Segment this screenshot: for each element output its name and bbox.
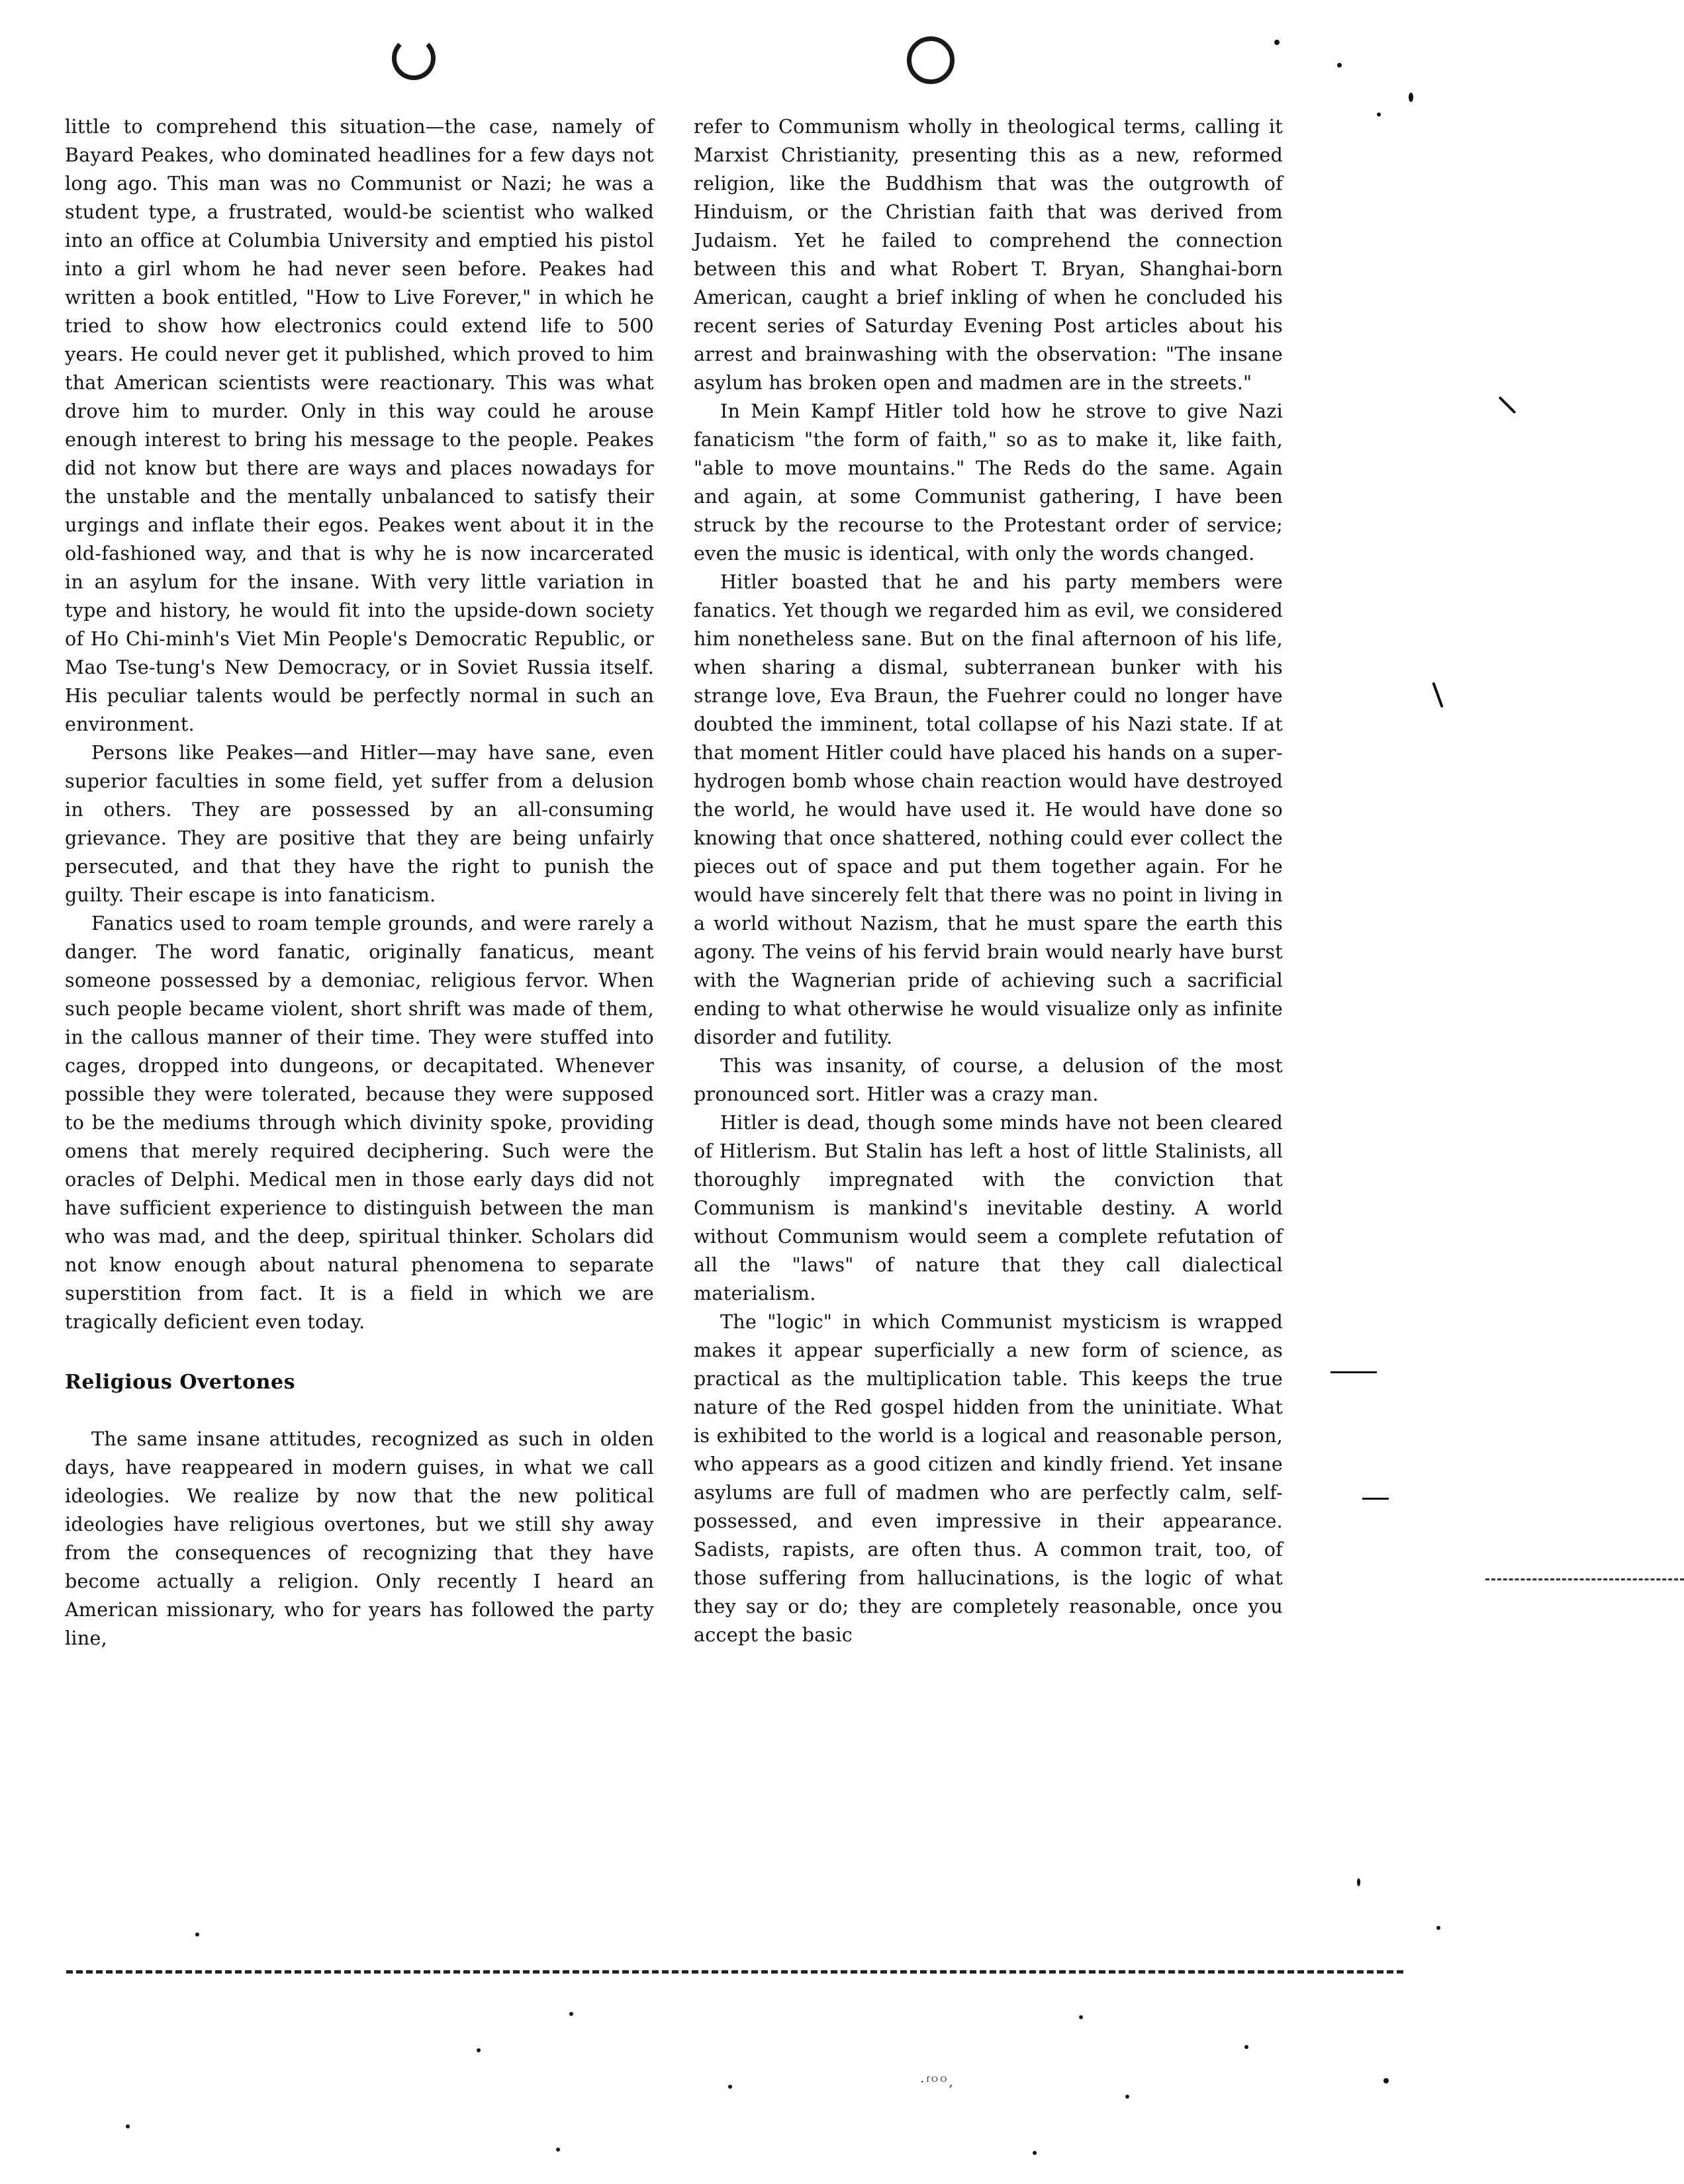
left-column <box>65 113 654 1653</box>
scan-speck <box>1499 396 1517 414</box>
scan-speck <box>1432 682 1443 708</box>
scan-speck <box>1033 2151 1037 2155</box>
paragraph: The "logic" in which Communist mysticism is wrapped makes it appear superficially a new form of science, as practical as the multiplication table. This keeps the true nature of the Red gospel hidden from the uninitiate. What is exhibited to the world is a logical and reasonable person, who appears as a good citizen and kindly friend. Yet insane asylums are full of madmen who are perfectly calm, self-possessed, and even impressive in their appearance. Sadists, rapists, are often thus. A common trait, too, of those suffering from hallucinations, is the logic of what they say or do; they are completely reasonable, once you accept the basic <box>694 1311 1283 1646</box>
scan-speck <box>1436 1926 1440 1930</box>
scan-speck <box>1079 2015 1083 2019</box>
scan-speck <box>126 2124 130 2128</box>
binder-hole-right <box>907 36 955 84</box>
scan-speck <box>195 1933 199 1936</box>
paragraph: This was insanity, of course, a delusion of the most pronounced sort. Hitler was a crazy man. <box>694 1055 1283 1105</box>
scan-speck <box>1337 63 1342 68</box>
scan-speck <box>1125 2095 1129 2099</box>
page-folio: ·ᶠᴼᴼ, <box>920 2073 955 2089</box>
section-heading: Religious Overtones <box>65 1371 295 1394</box>
paragraph: Hitler is dead, though some minds have not been cleared of Hitlerism. But Stalin has left a host of little Stalinists, all thoroughly impregnated with the conviction that Communism is mankind's inevitable destiny. A world without Communism would seem a complete refutation of all the "laws" of nature that they call dialectical materialism. <box>694 1112 1283 1304</box>
paragraph: little to comprehend this situation—the case, namely of Bayard Peakes, who dominated headlines for a few days not long ago. This man was no Communist or Nazi; he was a student type, a frustrated, would-be scientist who walked into an office at Columbia University and emptied his pistol into a girl whom he had never seen before. Peakes had written a book entitled, "How to Live Forever," in which he tried to show how electronics could extend life to 500 years. He could never get it published, which proved to him that American scientists were reactionary. This was what drove him to murder. Only in this way could he arouse enough interest to bring his message to the people. Peakes did not know but there are ways and places nowadays for the unstable and the mentally unbalanced to satisfy their urgings and inflate their egos. Peakes went about it in the old-fashioned way, and that is why he is now incarcerated in an asylum for the insane. With very little variation in type and history, he would fit into the upside-down society of Ho Chi-minh's Viet Min People's Democratic Republic, or Mao Tse-tung's New Democracy, or in Soviet Russia itself. His peculiar talents would be perfectly normal in such an environment. <box>65 116 654 735</box>
paragraph: In Mein Kampf Hitler told how he strove to give Nazi fanaticism "the form of faith," so as to make it, like faith, "able to move mountains." The Reds do the same. Again and again, at some Communist gathering, I have been struck by the recourse to the Protestant order of service; even the music is identical, with only the words changed. <box>694 400 1283 565</box>
scan-speck <box>1331 1371 1377 1373</box>
paragraph: Hitler boasted that he and his party members were fanatics. Yet though we regarded him as evil, we considered him nonetheless sane. But on the final afternoon of his life, when sharing a dismal, subterranean bunker with his strange love, Eva Braun, the Fuehrer could no longer have doubted the imminent, total collapse of his Nazi state. If at that moment Hitler could have placed his hands on a super-hydrogen bomb whose chain reaction would have destroyed the world, he would have used it. He would have done so knowing that once shattered, nothing could ever collect the pieces out of space and put them together again. For he would have sincerely felt that there was no point in living in a world without Nazism, that he must spare the earth this agony. The veins of his fervid brain would nearly have burst with the Wagnerian pride of achieving such a sacrificial ending to what otherwise he would visualize only as infinite disorder and futility. <box>694 571 1283 1048</box>
scan-speck <box>728 2085 732 2089</box>
scan-speck <box>569 2012 573 2016</box>
scan-speck <box>1409 93 1413 102</box>
binder-hole-left <box>392 36 436 80</box>
scan-speck <box>1357 1878 1360 1886</box>
scan-speck <box>1383 2078 1389 2083</box>
cut-line <box>66 1970 1403 1974</box>
scan-speck <box>1244 2045 1248 2049</box>
scan-speck <box>477 2048 481 2052</box>
scan-speck <box>1362 1498 1389 1500</box>
paragraph: The same insane attitudes, recognized as such in olden days, have reappeared in modern guises, in what we call ideologies. We realize by now that the new political ideologies have religious overtones, but we still shy away from the consequences of recognizing that they have become actually a religion. Only recently I heard an American missionary, who for years has followed the party line, <box>65 1428 654 1649</box>
scan-speck <box>1485 1578 1684 1582</box>
scan-speck <box>1377 113 1381 116</box>
right-column <box>694 113 1283 1649</box>
scan-speck <box>556 2148 560 2152</box>
paragraph: Persons like Peakes—and Hitler—may have sane, even superior faculties in some field, yet suffer from a delusion in others. They are possessed by an all-consuming grievance. They are positive that they are being unfairly persecuted, and that they have the right to punish the guilty. Their escape is into fanaticism. <box>65 742 654 906</box>
paragraph: refer to Communism wholly in theological terms, calling it Marxist Christianity, presenting this as a new, reformed religion, like the Buddhism that was the outgrowth of Hinduism, or the Christian faith that was derived from Judaism. Yet he failed to comprehend the connection between this and what Robert T. Bryan, Shanghai-born American, caught a brief inkling of when he concluded his recent series of Saturday Evening Post articles about his arrest and brainwashing with the observation: "The insane asylum has broken open and madmen are in the streets." <box>694 116 1283 394</box>
scan-speck <box>1274 40 1280 45</box>
paragraph: Fanatics used to roam temple grounds, and were rarely a danger. The word fanatic, originally fanaticus, meant someone possessed by a demoniac, religious fervor. When such people became violent, short shrift was made of them, in the callous manner of their time. They were stuffed into cages, dropped into dungeons, or decapitated. Whenever possible they were tolerated, because they were supposed to be the mediums through which divinity spoke, providing omens that merely required deciphering. Such were the oracles of Delphi. Medical men in those early days did not have sufficient experience to distinguish between the man who was mad, and the deep, spiritual thinker. Scholars did not know enough about natural phenomena to separate superstition from fact. It is a field in which we are tragically deficient even today. <box>65 913 654 1333</box>
